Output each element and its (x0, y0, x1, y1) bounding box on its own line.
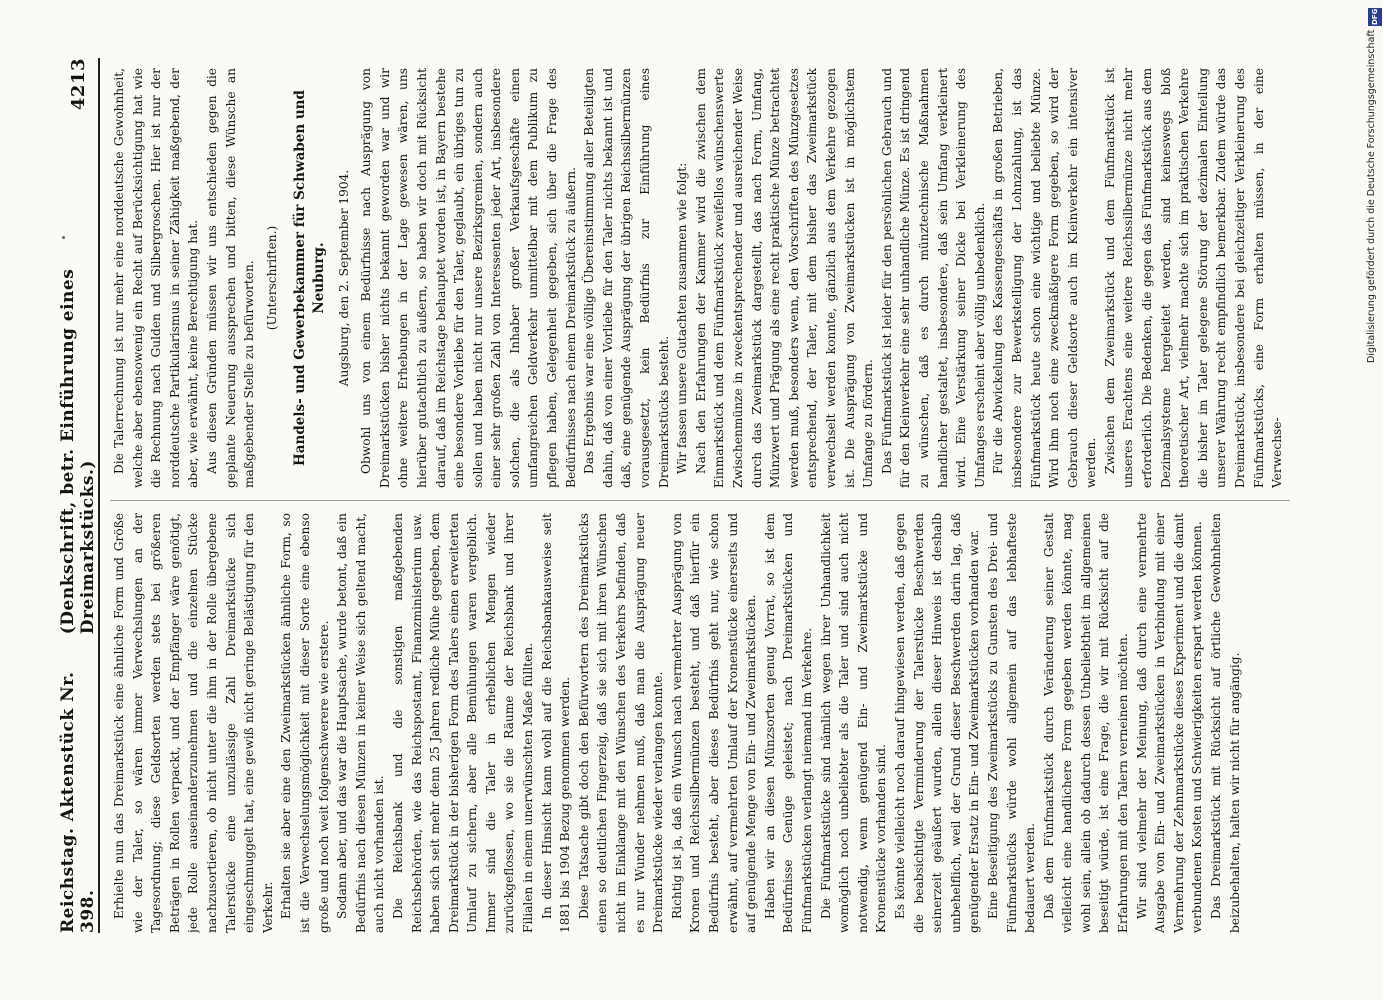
paragraph: Das Ergebnis war eine völlige Übereinstimmung aller Beteiligten dahin, daß von einer Vorliebe für den Taler nichts bekannt ist und daß, eine genügende Ausprägung der übrigen Reichssilbermünzen vorausgesetzt, kein Bedürfnis zur Einführung eines Dreimarkstücks besteht. (582, 68, 671, 488)
paragraph: Das Fünfmarkstück ist leider für den persönlichen Gebrauch und für den Kleinverkehr eine sehr unhandliche Münze. Es ist dringend zu wünschen, daß es durch münztechnische Maßnahmen handlicher gestaltet, insbesondere, daß sein Umfang verkleinert wird. Eine Verstärkung seiner Dicke bei Verkleinerung des Umfanges erscheint aber völlig unbedenklich. (879, 68, 987, 488)
dfg-logo: DFG (1368, 8, 1382, 26)
paragraph: Sodann aber, und das war die Hauptsache, wurde betont, daß ein Bedürfnis nach diesen Münzen in keiner Weise sich geltend macht, auch nicht vorhanden ist. (335, 513, 387, 933)
page-number: 4213 (67, 58, 89, 111)
paragraph: In dieser Hinsicht kann wohl auf die Reichsbankausweise seit 1881 bis 1904 Bezug genommen werden. (539, 513, 573, 933)
paragraph: Die Fünfmarkstücke sind nämlich wegen ihrer Unhandlichkeit womöglich noch unbeliebter als die Taler und sind auch nicht notwendig, wenn genügend Ein- und Zweimarkstücke und Kronenstücke vorhanden sind. (818, 513, 889, 933)
dateline: Augsburg, den 2. September 1904. (336, 169, 351, 387)
section-heading: Handels- und Gewerbekammer für Schwaben und Neuburg. (292, 90, 327, 466)
paragraph: Erhalten sie aber eine den Zweimarkstücken ähnliche Form, so ist die Verwechselungsmöglichkeit mit dieser Sorte eine ebenso große und noch weit folgenschwerere wie erstere. (279, 513, 331, 933)
paragraph: Nach den Erfahrungen der Kammer wird die zwischen dem Einmarkstück und dem Fünfmarkstück zweifellos wünschenswerte Zwischenmünze in zweckentsprechender und ausreichender Weise durch das Zweimarkstück dargestellt, das nach Form, Umfang, Münzwert und Prägung als eine recht praktische Münze betrachtet werden muß, besonders wenn, den Vorschriften des Münzgesetzes entsprechend, der Taler, mit dem bisher das Zweimarkstück verwechselt werden konnte, gänzlich aus dem Verkehre gezogen ist. Die Ausprägung von Zweimarkstücken ist in möglichstem Umfange zu fördern. (693, 68, 876, 488)
paragraph: Zwischen dem Zweimarkstück und dem Fünfmarkstück ist unseres Erachtens eine weitere Reichssilbermünze nicht mehr erforderlich. Die Bedenken, die gegen das Fünfmarkstück aus dem Dezimalsysteme hergeleitet werden, sind keineswegs bloß theoretischer Art, vielmehr machte sich im praktischen Verkehre die bisher im Taler gelegene Störung der dezimalen Einteilung unserer Währung recht empfindlich bemerkbar. Zudem würde das Dreimarkstück, insbesondere bei gleichzeitiger Verkleinerung des Fünfmarkstücks, eine Form erhalten müssen, in der eine Verwechse- (1102, 68, 1285, 488)
scan-speck (62, 236, 65, 239)
paragraph: Richtig ist ja, daß ein Wunsch nach vermehrter Ausprägung von Kronen und Reichssilbermünzen besteht, und daß hierfür ein Bedürfnis besteht, aber dieses Bedürfnis geht nur, wie schon erwähnt, auf vermehrten Umlauf der Kronenstücke einerseits und auf genügende Menge von Ein- und Zweimarkstücken. (669, 513, 759, 933)
column-separator (110, 500, 1290, 501)
paragraph: Daß dem Fünfmarkstück durch Veränderung seiner Gestalt vielleicht eine handlichere Form gegeben werden könnte, mag wohl sein, allein ob dadurch dessen Unbeliebtheit im allgemeinen beseitigt würde, ist eine Frage, die wir mit Rücksicht auf die Erfahrungen mit den Talern verneinen möchten. (1041, 513, 1131, 933)
paragraph: Haben wir an diesen Münzsorten genug Vorrat, so ist dem Bedürfnisse Genüge geleistet; nach Dreimarkstücken und Fünfmarkstücken verlangt niemand im Verkehre. (762, 513, 814, 933)
paragraph: Wir sind vielmehr der Meinung, daß durch eine vermehrte Ausgabe von Ein- und Zweimarkstücken in Verbindung mit einer Vermehrung der Zehnmarkstücke dieses Experiment und die damit verbundenen Kosten und Schwierigkeiten erspart werden können. (1134, 513, 1205, 933)
header-rule (98, 58, 100, 933)
paragraph: Diese Tatsache gibt doch den Befürwortern des Dreimarkstücks einen so deutlichen Fingerzeig, daß sie sich mit ihren Wünschen nicht im Einklange mit den Wünschen des Verkehrs befinden, daß es nur Wunder nehmen muß, daß man die Ausprägung neuer Dreimarkstücke wieder verlangen konnte. (576, 513, 666, 933)
paragraph: Die Talerrechnung ist nur mehr eine norddeutsche Gewohnheit, welche aber ebensowenig ein Recht auf Berücksichtigung hat wie die Rechnung nach Gulden und Silbergroschen. Hier ist nur der norddeutsche Partikularismus in seiner Zähigkeit maßgebend, der aber, wie erwähnt, keine Berechtigung hat. (112, 68, 201, 488)
running-title: Reichstag. Aktenstück Nr. 398. (58, 671, 98, 933)
paragraph: Die Reichsbank und die sonstigen maßgebenden Reichsbehörden, wie das Reichspostamt, Finanzministerium usw. haben sich seit mehr denn 25 Jahren redliche Mühe gegeben, dem Dreimarkstück in der bisherigen Form des Talers einen erweiterten Umlauf zu sichern, aber alle Bemühungen waren vergeblich. Immer sind die Taler in erheblichen Mengen wieder zurückgeflossen, wo sie die Räume der Reichsbank und ihrer Filialen in einem unerwünschten Maße füllten. (390, 513, 536, 933)
page-header (58, 58, 98, 933)
left-column (110, 513, 1290, 933)
signature-note: (Unterschriften.) (264, 225, 279, 331)
document-subject: (Denkschrift, betr. Einführung eines Dreimarkstücks.) (58, 268, 98, 635)
paragraph: Das Dreimarkstück mit Rücksicht auf örtliche Gewohnheiten beizubehalten, halten wir nicht für angängig. (1209, 513, 1242, 933)
digitization-note: Digitalisierung gefördert durch die Deutsche Forschungsgemeinschaft (1366, 30, 1377, 364)
paragraph: Wir fassen unsere Gutachten zusammen wie folgt: (675, 162, 690, 474)
rotated-page (58, 58, 1298, 933)
paragraph: Aus diesen Gründen müssen wir uns entschieden gegen die geplante Neuerung aussprechen und bitten, diese Wünsche an maßgebender Stelle zu befürworten. (204, 68, 257, 488)
right-column (110, 68, 1290, 488)
paragraph: Für die Abwickelung des Kassengeschäfts in großen Betrieben, insbesondere zur Bewerkstelligung der Lohnzahlung, ist das Fünfmarkstück heute schon eine wichtige und beliebte Münze. Wird ihm noch eine zweckmäßigere Form gegeben, so wird der Gebrauch dieser Geldsorte auch im Kleinverkehr ein intensiver werden. (991, 68, 1099, 488)
paragraph: Obwohl uns von einem Bedürfnisse nach Ausprägung von Dreimarkstücken bisher nichts bekannt geworden war und wir ohne weitere Erhebungen in der Lage gewesen wären, uns hierüber gutachtlich zu äußern, so haben wir doch mit Rücksicht darauf, daß im Reichstage behauptet worden ist, in Bayern bestehe eine besondere Vorliebe für den Taler, geglaubt, ein übriges tun zu sollen und haben nicht nur unsere Bezirksgremien, sondern auch einer sehr großen Zahl von Interessenten jeder Art, insbesondere solchen, die als Inhaber großer Verkaufsgeschäfte einen umfangreichen Geldverkehr unmittelbar mit dem Publikum zu pflegen haben, Gelegenheit gegeben, sich über die Frage des Bedürfnisses nach einem Dreimarkstück zu äußern. (359, 68, 578, 488)
paragraph: Eine Beseitigung des Zweimarkstücks zu Gunsten des Drei- und Fünfmarkstücks würde wohl allgemein auf das lebhafteste bedauert werden. (985, 513, 1038, 933)
paragraph: Erhielte nun das Dreimarkstück eine ähnliche Form und Größe wie der Taler, so wären immer Verwechslungen an der Tagesordnung; diese Geldsorten werden stets bei größeren Beträgen in Rollen verpackt, und der Empfänger wäre genötigt, jede Rolle auseinanderzunehmen und die einzelnen Stücke nachzusortieren, ob nicht unter die ihm in der Rolle übergebene Talerstücke eine unzulässige Zahl Dreimarkstücke sich eingeschmuggelt hat, eine gewiß nicht geringe Belästigung für den Verkehr. (112, 513, 275, 933)
paragraph: Es könnte vielleicht noch darauf hingewiesen werden, daß gegen die beabsichtigte Verminderung der Talerstücke Beschwerden seinerzeit geäußert wurden, allein dieser Hinweis ist deshalb unbehelflich, weil der Grund dieser Beschwerden darin lag, daß genügender Ersatz in Ein- und Zweimarkstücken vorhanden war. (892, 513, 982, 933)
